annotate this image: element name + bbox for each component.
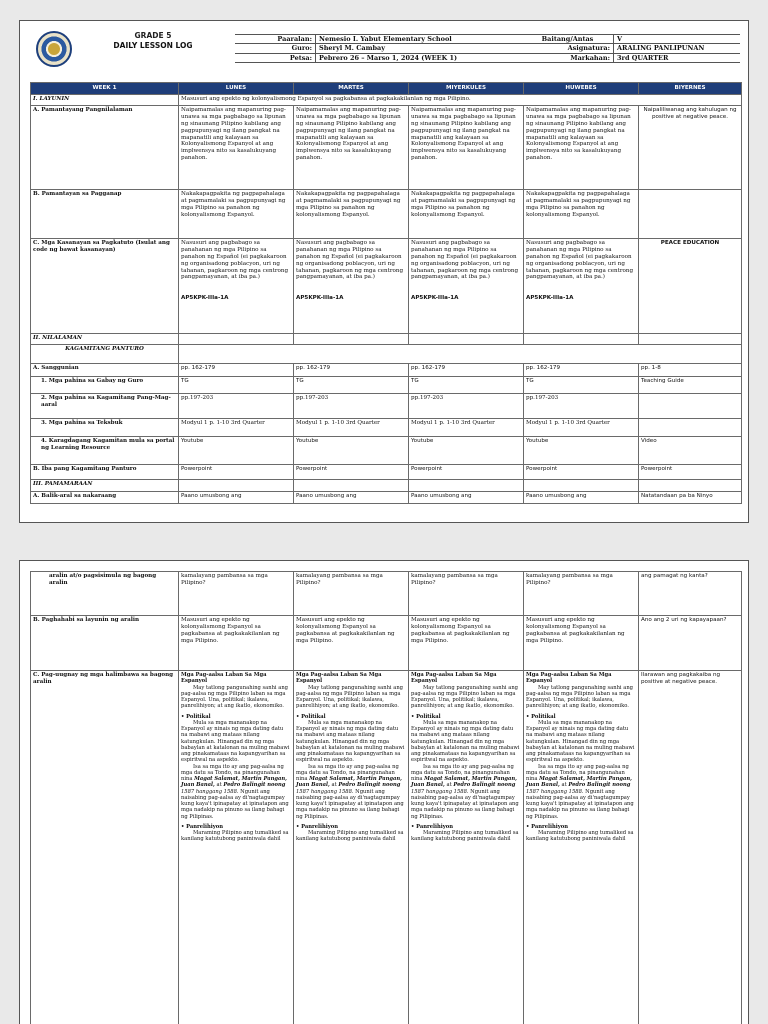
balik-label: A. Balik-aral sa nakaraang: [31, 491, 179, 503]
kasanayan-biyernes: PEACE EDUCATION: [639, 238, 742, 333]
pag-uugnay-huwebes: [524, 671, 639, 1024]
quarter-value: 3rd QUARTER: [613, 54, 740, 63]
pag-uugnay-martes: [294, 671, 409, 1024]
balik-miyerkules: Paano umusbong ang: [409, 491, 524, 503]
lesson-heading: Mga Pag-aalsa Laban Sa Mga Espanyol: [181, 672, 267, 685]
table-header-row: [31, 83, 742, 95]
lr-lunes: Youtube: [179, 436, 294, 464]
lesson-intro: May tatlong pangunahing sanhi ang pag-aalsa ng mga Pilipino laban sa mga Espanyol. Una, politikal; ikalawa, panrelihiyon; at ang ikatlo, ekonomiko.: [411, 684, 518, 710]
paghahabi-huwebes: Masusuri ang epekto ng kolonyalismong Espanyol sa pagkabansa at pagkakakilanlan ng mga Pilipino.: [524, 616, 639, 671]
cont-biyernes: ang pamagat ng kanta?: [639, 572, 742, 616]
balik-lunes: Paano umusbong ang: [179, 491, 294, 503]
deped-seal-icon: [36, 31, 72, 67]
sanggunian-lunes: pp. 162-179: [179, 363, 294, 376]
col-lunes: LUNES: [179, 83, 294, 95]
politikal-text: Mula sa mga mananakop na Espanyol ay ninais ng mga dating datu na mabawi ang mataas nilang katungkulan. Hinangad din ng mga babaylan at katalonan na muling mabawi ang pinakamataas na kapangyarihan sa espiritwal na aspekto.: [181, 719, 290, 764]
balik-huwebes: Paano umusbong ang: [524, 491, 639, 503]
grade-level-value: V: [613, 35, 740, 43]
cont-lunes: kamalayang pambansa sa mga Pilipino?: [179, 572, 294, 616]
col-martes: MARTES: [294, 83, 409, 95]
panrelihiyon-text: Maraming Pilipino ang tumaliked sa kanilang katutubong paniniwala dahil: [296, 830, 404, 843]
date-value: Pebrero 26 – Marso 1, 2024 (WEEK 1): [315, 54, 525, 63]
panrelihiyon-title: • Panrelihiyon: [526, 823, 568, 830]
subject-value: ARALING PANLIPUNAN: [613, 44, 740, 53]
table-row: [31, 572, 742, 616]
kagamitan-mag-lunes: pp.197-203: [179, 393, 294, 418]
lesson-intro: May tatlong pangunahing sanhi ang pag-aalsa ng mga Pilipino laban sa mga Espanyol. Una, politikal; ikalawa, panrelihiyon; at ang ikatlo, ekonomiko.: [526, 684, 633, 710]
table-row: [31, 189, 742, 238]
lr-label: 4. Karagdagang Kagamitan mula sa portal ng Learning Resource: [31, 436, 179, 464]
pagganap-label: B. Pamantayan sa Pagganap: [31, 189, 179, 238]
politikal-title: • Politikal: [526, 713, 556, 720]
col-miyerkules: MIYERKULES: [409, 83, 524, 95]
table-row: [31, 436, 742, 464]
cont-label: aralin at/o pagsisimula ng bagong aralin: [31, 572, 179, 616]
teksbuk-miyerkules: Modyul 1 p. 1-10 3rd Quarter: [409, 418, 524, 436]
sanggunian-martes: pp. 162-179: [294, 363, 409, 376]
pamantayan-martes: Naipamamalas ang mapanuring pag-unawa sa mga pagbabago sa lipunan ng sinaunang Pilipino kabilang ang pagpupunyagi ng ilang pangkat na mapanatili ang kalayaan sa Kolonyalismong Espanyol at ang implwensya nito sa kasalukuyang panahon.: [294, 105, 409, 189]
kagamitan-mag-label: 2. Mga pahina sa Kagamitang Pang-Mag-aaral: [31, 393, 179, 418]
pag-uugnay-label: C. Pag-uugnay ng mga halimbawa sa bagong aralin: [31, 671, 179, 1024]
teksbuk-label: 3. Mga pahina sa Teksbuk: [31, 418, 179, 436]
kagamitan-mag-miyerkules: pp.197-203: [409, 393, 524, 418]
gabay-lunes: TG: [179, 376, 294, 393]
table-row: [31, 671, 742, 1024]
table-row: [31, 491, 742, 503]
lesson-heading: Mga Pag-aalsa Laban Sa Mga Espanyol: [296, 672, 382, 685]
document-header: [20, 21, 749, 79]
kagamitan-mag-huwebes: pp.197-203: [524, 393, 639, 418]
teacher-label: Guro:: [291, 43, 312, 52]
teksbuk-huwebes: Modyul 1 p. 1-10 3rd Quarter: [524, 418, 639, 436]
iba-miyerkules: Powerpoint: [409, 464, 524, 479]
kasanayan-code: AP5KPK-IIIa-1A: [411, 295, 459, 302]
kasanayan-huwebes: [524, 238, 639, 333]
table-row: [31, 393, 742, 418]
gabay-miyerkules: TG: [409, 376, 524, 393]
paghahabi-martes: Masusuri ang epekto ng kolonyalismong Espanyol sa pagkabansa at pagkakakilanlan ng mga Pilipino.: [294, 616, 409, 671]
grade-label: GRADE 5: [134, 31, 172, 40]
isa-paragraph: Isa sa mga ito ay ang pag-aalsa ng mga datu sa Tondo, na pinangunahan nina Magat Salamat, Martin Pangan, Juan Banal, at Pedro Balingit noong 1587 hanggang 1588. Ngunit ang naisabing pag-aalsa ay di'nagtagumpay kung kaya't ipinapatay at ipinatapon ang mga nadakip na pinuno sa ilang bahagi ng Pilipinas.: [526, 763, 634, 820]
col-week: WEEK 1: [31, 83, 179, 95]
pagganap-miyerkules: Nakakapagpakita ng pagpapahalaga at pagmamalaki sa pagpupunyagi ng mga Pilipino sa panahon ng kolonyalismong Espanyol.: [409, 189, 524, 238]
table-row: [31, 333, 742, 344]
lr-martes: Youtube: [294, 436, 409, 464]
doc-title: DAILY LESSON LOG: [113, 41, 193, 50]
kasanayan-code: AP5KPK-IIIa-1A: [296, 295, 344, 302]
pag-uugnay-lunes: [179, 671, 294, 1024]
iba-lunes: Powerpoint: [179, 464, 294, 479]
iba-huwebes: Powerpoint: [524, 464, 639, 479]
pamantayan-huwebes: Naipamamalas ang mapanuring pag-unawa sa mga pagbabago sa lipunan ng sinaunang Pilipino kabilang ang pagpupunyagi ng ilang pangkat na mapanatili ang kalayaan sa Kolonyalismong Espanyol at ang implwensya nito sa kasalukuyang panahon.: [524, 105, 639, 189]
balik-martes: Paano umusbong ang: [294, 491, 409, 503]
cont-martes: kamalayang pambansa sa mga Pilipino?: [294, 572, 409, 616]
col-huwebes: HUWEBES: [524, 83, 639, 95]
panrelihiyon-title: • Panrelihiyon: [296, 823, 338, 830]
table-row: [31, 105, 742, 189]
table-row: [31, 376, 742, 393]
table-row: [31, 464, 742, 479]
date-label: Petsa:: [289, 53, 312, 62]
isa-paragraph: Isa sa mga ito ay ang pag-aalsa ng mga datu sa Tondo, na pinangunahan nina Magat Salamat, Martin Pangan, Juan Banal, at Pedro Balingit noong 1587 hanggang 1588. Ngunit ang naisabing pag-aalsa ay di'nagtagumpay kung kaya't ipinapatay at ipinatapon ang mga nadakip na pinuno sa ilang bahagi ng Pilipinas.: [411, 763, 519, 820]
lesson-intro: May tatlong pangunahing sanhi ang pag-aalsa ng mga Pilipino laban sa mga Espanyol. Una, politikal; ikalawa, panrelihiyon; at ang ikatlo, ekonomiko.: [181, 684, 288, 710]
sanggunian-miyerkules: pp. 162-179: [409, 363, 524, 376]
kasanayan-code: AP5KPK-IIIa-1A: [526, 295, 574, 302]
kagamitan-label: KAGAMITANG PANTURO: [31, 344, 179, 363]
pagganap-martes: Nakakapagpakita ng pagpapahalaga at pagmamalaki sa pagpupunyagi ng mga Pilipino sa panahon ng kolonyalismong Espanyol.: [294, 189, 409, 238]
paghahabi-biyernes: Ano ang 2 uri ng kapayapaan?: [639, 616, 742, 671]
politikal-text: Mula sa mga mananakop na Espanyol ay ninais ng mga dating datu na mabawi ang mataas nilang katungkulan. Hinangad din ng mga babaylan at katalonan na muling mabawi ang pinakamataas na kapangyarihan sa espiritwal na aspekto.: [411, 719, 520, 764]
kasanayan-text: Nasusuri ang pagbabago sa panahanan ng mga Pilipino sa panahon ng Español (ei pagkakaroon ng organisadong poblacyon, uri ng tahanan, pagkaroon ng mga centrong pangpamayanan, at iba pa.): [526, 239, 634, 281]
politikal-title: • Politikal: [296, 713, 326, 720]
kasanayan-label: C. Mga Kasanayan sa Pagkatuto (Isulat ang code ng bawat kasanayan): [31, 238, 179, 333]
nilalaman-label: II. NILALAMAN: [31, 333, 179, 344]
panrelihiyon-text: Maraming Pilipino ang tumaliked sa kanilang katutubong paniniwala dahil: [411, 830, 519, 843]
panrelihiyon-text: Maraming Pilipino ang tumaliked sa kanilang katutubong paniniwala dahil: [181, 830, 289, 843]
kasanayan-text: Nasusuri ang pagbabago sa panahanan ng mga Pilipino sa panahon ng Español (ei pagkakaroon ng organisadong poblacyon, uri ng tahanan, pagkaroon ng mga centrong pangpamayanan, at iba pa.): [411, 239, 519, 281]
pamantayan-lunes: Naipamamalas ang mapanuring pag-unawa sa mga pagbabago sa lipunan ng sinaunang Pilipino kabilang ang pagpupunyagi ng ilang pangkat na mapanatili ang kalayaan sa Kolonyalismong Espanyol at ang implwensya nito sa kasalukuyang panahon.: [179, 105, 294, 189]
politikal-title: • Politikal: [181, 713, 211, 720]
cont-huwebes: kamalayang pambansa sa mga Pilipino?: [524, 572, 639, 616]
subject-label: Asignatura:: [567, 43, 610, 52]
table-row: [31, 363, 742, 376]
kasanayan-martes: [294, 238, 409, 333]
teksbuk-lunes: Modyul 1 p. 1-10 3rd Quarter: [179, 418, 294, 436]
lesson-log-page-1: [19, 20, 749, 523]
gabay-huwebes: TG: [524, 376, 639, 393]
lesson-log-page-2: [19, 560, 749, 1024]
quarter-label: Markahan:: [570, 53, 610, 62]
cont-miyerkules: kamalayang pambansa sa mga Pilipino?: [409, 572, 524, 616]
kasanayan-text: Nasusuri ang pagbabago sa panahanan ng mga Pilipino sa panahon ng Español (ei pagkakaroon ng organisadong poblacyon, uri ng tahanan, pagkaroon ng mga centrong pangpamayanan, at iba pa.): [181, 239, 289, 281]
table-row: [31, 479, 742, 491]
politikal-text: Mula sa mga mananakop na Espanyol ay ninais ng mga dating datu na mabawi ang mataas nilang katungkulan. Hinangad din ng mga babaylan at katalonan na muling mabawi ang pinakamataas na kapangyarihan sa espiritwal na aspekto.: [296, 719, 405, 764]
iba-biyernes: Powerpoint: [639, 464, 742, 479]
politikal-text: Mula sa mga mananakop na Espanyol ay ninais ng mga dating datu na mabawi ang mataas nilang katungkulan. Hinangad din ng mga babaylan at katalonan na muling mabawi ang pinakamataas na kapangyarihan sa espiritwal na aspekto.: [526, 719, 635, 764]
kasanayan-miyerkules: [409, 238, 524, 333]
class-info-grid: [525, 34, 740, 63]
gabay-label: 1. Mga pahina sa Gabay ng Guro: [31, 376, 179, 393]
kasanayan-text: Nasusuri ang pagbabago sa panahanan ng mga Pilipino sa panahon ng Español (ei pagkakaroon ng organisadong poblacyon, uri ng tahanan, pagkaroon ng mga centrong pangpamayanan, at iba pa.): [296, 239, 404, 281]
col-biyernes: BIYERNES: [639, 83, 742, 95]
pag-uugnay-biyernes: Ilarawan ang pagkakaiba ng positive at negative peace.: [639, 671, 742, 1024]
school-value: Nemesio I. Yabut Elementary School: [315, 35, 525, 43]
kagamitan-mag-martes: pp.197-203: [294, 393, 409, 418]
grade-level-label: Baitang/Antas: [541, 35, 594, 43]
table-row: [31, 616, 742, 671]
layunin-text: Masusuri ang epekto ng kolonyalismong Espanyol sa pagkabansa at pagkakakilanlan ng mga Pilipino.: [179, 94, 742, 105]
pamamaraan-label: III. PAMAMARAAN: [31, 479, 179, 491]
grade-title: [98, 31, 208, 51]
school-info-grid: [235, 34, 525, 63]
panrelihiyon-title: • Panrelihiyon: [181, 823, 223, 830]
lr-biyernes: Video: [639, 436, 742, 464]
kasanayan-lunes: [179, 238, 294, 333]
lesson-table-2: [30, 571, 742, 1024]
pamantayan-miyerkules: Naipamamalas ang mapanuring pag-unawa sa mga pagbabago sa lipunan ng sinaunang Pilipino kabilang ang pagpupunyagi ng ilang pangkat na mapanatili ang kalayaan sa Kolonyalismong Espanyol at ang implwensya nito sa kasalukuyang panahon.: [409, 105, 524, 189]
table-row: [31, 418, 742, 436]
politikal-title: • Politikal: [411, 713, 441, 720]
sanggunian-biyernes: pp. 1-8: [639, 363, 742, 376]
kasanayan-code: AP5KPK-IIIa-1A: [181, 295, 229, 302]
pagganap-biyernes: [639, 189, 742, 238]
layunin-label: I. LAYUNIN: [31, 94, 179, 105]
panrelihiyon-title: • Panrelihiyon: [411, 823, 453, 830]
lr-miyerkules: Youtube: [409, 436, 524, 464]
lr-huwebes: Youtube: [524, 436, 639, 464]
pag-uugnay-miyerkules: [409, 671, 524, 1024]
teacher-value: Sheryl M. Cambay: [315, 44, 525, 53]
lesson-intro: May tatlong pangunahing sanhi ang pag-aalsa ng mga Pilipino laban sa mga Espanyol. Una, politikal; ikalawa, panrelihiyon; at ang ikatlo, ekonomiko.: [296, 684, 403, 710]
paghahabi-label: B. Paghahabi sa layunin ng aralin: [31, 616, 179, 671]
school-label: Paaralan:: [277, 35, 312, 43]
panrelihiyon-text: Maraming Pilipino ang tumaliked sa kanilang katutubong paniniwala dahil: [526, 830, 634, 843]
pagganap-huwebes: Nakakapagpakita ng pagpapahalaga at pagmamalaki sa pagpupunyagi ng mga Pilipino sa panahon ng kolonyalismong Espanyol.: [524, 189, 639, 238]
paghahabi-lunes: Masusuri ang epekto ng kolonyalismong Espanyol sa pagkabansa at pagkakakilanlan ng mga Pilipino.: [179, 616, 294, 671]
pamantayan-biyernes: Naipaliliwanag ang kahulugan ng positive at negative peace.: [639, 105, 742, 189]
lesson-heading: Mga Pag-aalsa Laban Sa Mga Espanyol: [526, 672, 612, 685]
isa-paragraph: Isa sa mga ito ay ang pag-aalsa ng mga datu sa Tondo, na pinangunahan nina Magat Salamat, Martin Pangan, Juan Banal, at Pedro Balingit noong 1587 hanggang 1588. Ngunit ang naisabing pag-aalsa ay di'nagtagumpay kung kaya't ipinapatay at ipinatapon ang mga nadakip na pinuno sa ilang bahagi ng Pilipinas.: [181, 763, 289, 820]
pamantayan-label: A. Pamantayang Pangnilalaman: [31, 105, 179, 189]
table-row: [31, 238, 742, 333]
sanggunian-label: A. Sanggunian: [31, 363, 179, 376]
pagganap-lunes: Nakakapagpakita ng pagpapahalaga at pagmamalaki sa pagpupunyagi ng mga Pilipino sa panahon ng kolonyalismong Espanyol.: [179, 189, 294, 238]
isa-paragraph: Isa sa mga ito ay ang pag-aalsa ng mga datu sa Tondo, na pinangunahan nina Magat Salamat, Martin Pangan, Juan Banal, at Pedro Balingit noong 1587 hanggang 1588. Ngunit ang naisabing pag-aalsa ay di'nagtagumpay kung kaya't ipinapatay at ipinatapon ang mga nadakip na pinuno sa ilang bahagi ng Pilipinas.: [296, 763, 404, 820]
lesson-heading: Mga Pag-aalsa Laban Sa Mga Espanyol: [411, 672, 497, 685]
table-row: [31, 94, 742, 105]
teksbuk-martes: Modyul 1 p. 1-10 3rd Quarter: [294, 418, 409, 436]
balik-biyernes: Natatandaan pa ba Ninyo: [639, 491, 742, 503]
gabay-biyernes: Teaching Guide: [639, 376, 742, 393]
lesson-table-1: [30, 82, 742, 504]
sanggunian-huwebes: pp. 162-179: [524, 363, 639, 376]
table-row: [31, 344, 742, 363]
iba-martes: Powerpoint: [294, 464, 409, 479]
gabay-martes: TG: [294, 376, 409, 393]
iba-label: B. Iba pang Kagamitang Panturo: [31, 464, 179, 479]
paghahabi-miyerkules: Masusuri ang epekto ng kolonyalismong Espanyol sa pagkabansa at pagkakakilanlan ng mga Pilipino.: [409, 616, 524, 671]
